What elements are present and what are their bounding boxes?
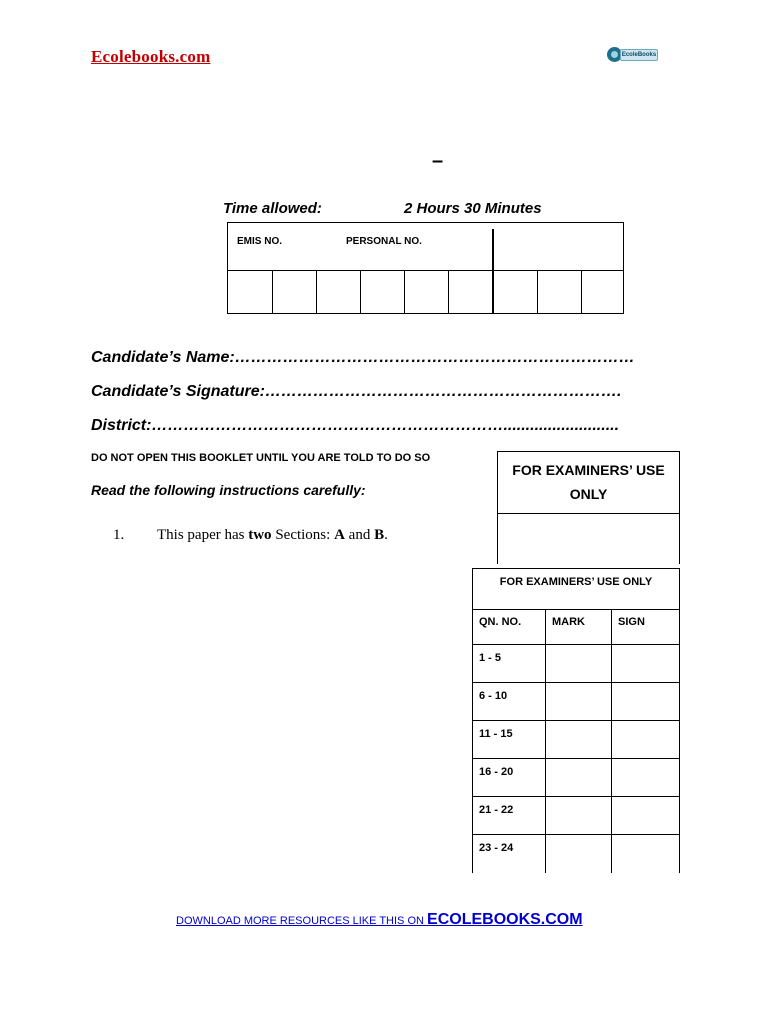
table-row [473, 835, 680, 873]
id-digit-cell-4[interactable] [404, 270, 405, 313]
instruction-text: Sections: [271, 527, 335, 543]
instruction-text: and [344, 527, 375, 543]
instruction-text: . [384, 527, 388, 543]
emis-label: EMIS NO. [237, 236, 283, 247]
table-row [473, 683, 680, 721]
table-row [473, 721, 680, 759]
instruction-bold: two [248, 527, 272, 543]
examiners-use-title: FOR EXAMINERS’ USE ONLY [512, 462, 665, 502]
examiners-use-box [497, 451, 680, 564]
mark-cell[interactable] [546, 683, 612, 721]
ecolebooks-logo [607, 47, 657, 62]
candidate-signature-field[interactable]: Candidate’s Signature:…………………………………………………………. [91, 383, 622, 400]
marks-table-title: FOR EXAMINERS’ USE ONLY [473, 569, 680, 610]
site-title[interactable]: Ecolebooks.com [91, 47, 211, 66]
sign-cell[interactable] [612, 797, 680, 835]
question-range: 23 - 24 [473, 835, 546, 873]
examiners-box-divider [498, 513, 679, 514]
time-allowed-label: Time allowed: [223, 200, 322, 217]
instruction-number: 1. [113, 527, 125, 543]
instructions-heading: Read the following instructions carefully: [91, 482, 366, 498]
id-box-divider [492, 229, 494, 313]
header-sign: SIGN [612, 610, 680, 645]
examiners-marks-table [472, 568, 680, 873]
question-range: 11 - 15 [473, 721, 546, 759]
time-allowed-value: 2 Hours 30 Minutes [404, 200, 542, 217]
candidate-name-field[interactable]: Candidate’s Name:………………………………………………………………… [91, 349, 635, 366]
do-not-open-warning: DO NOT OPEN THIS BOOKLET UNTIL YOU ARE TOLD TO DO SO [91, 452, 431, 464]
id-digit-cell-7[interactable] [581, 270, 582, 313]
sign-cell[interactable] [612, 721, 680, 759]
id-box-row-line [228, 270, 623, 271]
footer-text: DOWNLOAD MORE RESOURCES LIKE THIS ON [176, 915, 428, 927]
footer-site-link[interactable]: ECOLEBOOKS.COM [427, 911, 583, 928]
table-row [473, 759, 680, 797]
logo-text: EcoleBooks [620, 49, 658, 61]
instruction-item [157, 527, 388, 544]
id-digit-cell-5[interactable] [448, 270, 449, 313]
district-field[interactable]: District:………………………………………………………….......................... [91, 417, 620, 434]
header-qn-no: QN. NO. [473, 610, 546, 645]
sign-cell[interactable] [612, 835, 680, 873]
sign-cell[interactable] [612, 759, 680, 797]
instruction-text: This paper has [157, 527, 249, 543]
mark-cell[interactable] [546, 645, 612, 683]
sign-cell[interactable] [612, 683, 680, 721]
mark-cell[interactable] [546, 797, 612, 835]
emis-personal-number-box [227, 222, 624, 314]
question-range: 6 - 10 [473, 683, 546, 721]
personal-label: PERSONAL NO. [346, 236, 422, 247]
instruction-bold: A [334, 527, 345, 543]
table-row [473, 645, 680, 683]
sign-cell[interactable] [612, 645, 680, 683]
id-digit-cell-1[interactable] [272, 270, 273, 313]
mark-cell[interactable] [546, 759, 612, 797]
title-dash: – [432, 150, 444, 172]
instruction-bold: B [374, 527, 385, 543]
question-range: 1 - 5 [473, 645, 546, 683]
header-mark: MARK [546, 610, 612, 645]
footer-download-link[interactable] [176, 911, 583, 929]
question-range: 21 - 22 [473, 797, 546, 835]
mark-cell[interactable] [546, 835, 612, 873]
mark-cell[interactable] [546, 721, 612, 759]
table-row [473, 797, 680, 835]
question-range: 16 - 20 [473, 759, 546, 797]
id-digit-cell-2[interactable] [316, 270, 317, 313]
id-digit-cell-6[interactable] [537, 270, 538, 313]
id-digit-cell-3[interactable] [360, 270, 361, 313]
